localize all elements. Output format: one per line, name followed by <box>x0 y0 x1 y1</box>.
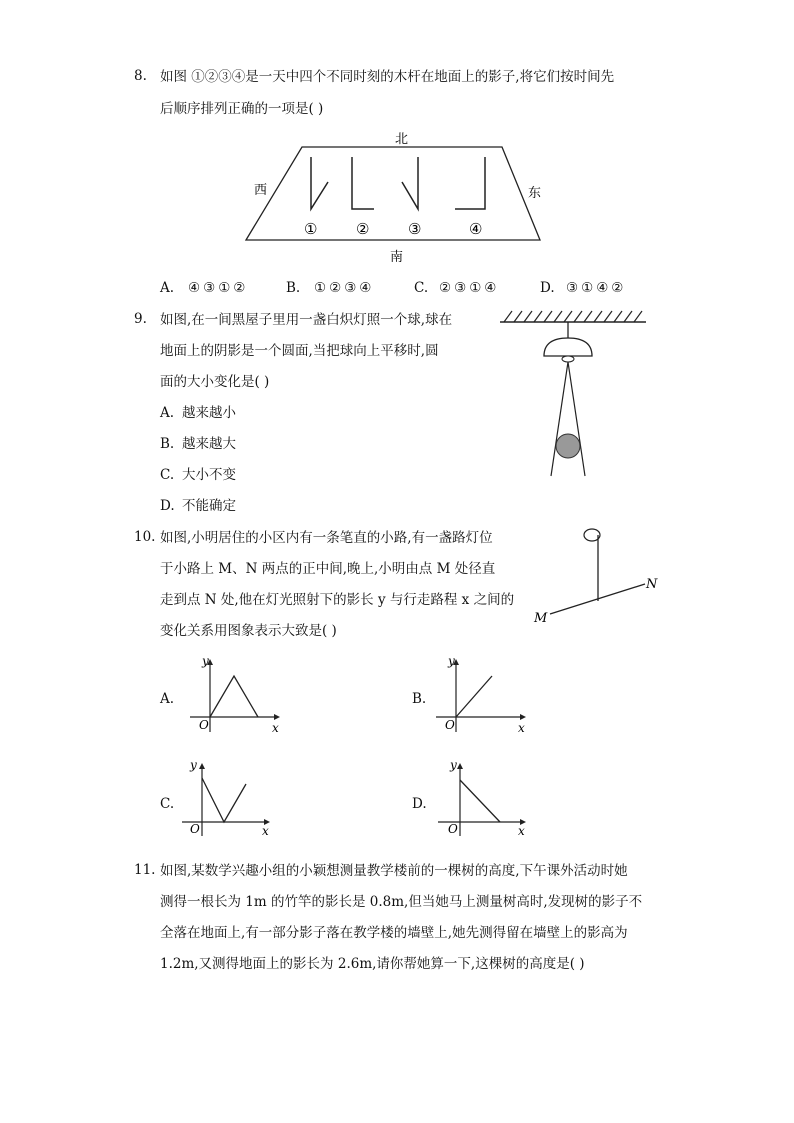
question-text-line: 走到点 N 处,他在灯光照射下的影长 y 与行走路程 x 之间的 <box>160 592 515 608</box>
shadow-label-3: ③ <box>408 220 422 238</box>
option-a-letter[interactable]: A. <box>160 691 175 707</box>
option-a-text[interactable]: ④③①② <box>188 280 249 296</box>
y-axis-label: y <box>190 758 197 772</box>
origin-label: O <box>448 822 458 836</box>
question-number: 11. <box>134 862 156 878</box>
x-axis-label: x <box>518 721 525 735</box>
street-lamp-figure <box>528 524 668 630</box>
graph-line <box>202 778 246 822</box>
y-axis-label: y <box>202 654 209 668</box>
option-d-letter[interactable]: D. <box>540 280 555 296</box>
origin-label: O <box>199 718 209 732</box>
option-c-letter[interactable]: C. <box>160 467 175 483</box>
question-text-line: 测得一根长为 1m 的竹竿的影长是 0.8m,但当她马上测量树高时,发现树的影子不 <box>160 894 643 910</box>
option-b-letter[interactable]: B. <box>412 691 427 707</box>
light-ray-right <box>568 362 585 476</box>
y-axis-arrow <box>457 763 463 769</box>
option-d-text[interactable]: ③①④② <box>566 280 627 296</box>
option-d-letter[interactable]: D. <box>412 796 427 812</box>
lamp-ball-figure <box>498 306 650 480</box>
question-text-line: 如图,某数学兴趣小组的小颖想测量教学楼前的一棵树的高度,下午课外活动时她 <box>160 863 628 879</box>
option-c-text[interactable]: ②③①④ <box>439 280 500 296</box>
shadow-label-2: ② <box>356 220 370 238</box>
point-n-label: N <box>646 577 658 592</box>
y-axis-arrow <box>199 763 205 769</box>
question-text-line: 后顺序排列正确的一项是( ) <box>160 101 324 117</box>
option-a-graph[interactable] <box>186 652 286 736</box>
option-a-text[interactable]: 越来越小 <box>182 405 236 421</box>
option-a-letter[interactable]: A. <box>160 280 175 296</box>
point-m-label: M <box>534 611 548 626</box>
east-label: 东 <box>528 186 542 201</box>
shadow-label-4: ④ <box>469 220 483 238</box>
question-text-line: 变化关系用图象表示大致是( ) <box>160 623 337 639</box>
question-text-line: 如图,在一间黑屋子里用一盏白炽灯照一个球,球在 <box>160 312 453 328</box>
origin-label: O <box>445 718 455 732</box>
option-d-graph[interactable] <box>436 756 536 840</box>
option-a-letter[interactable]: A. <box>160 405 175 421</box>
option-c-letter[interactable]: C. <box>160 796 175 812</box>
option-b-text[interactable]: 越来越大 <box>182 436 236 452</box>
question-number: 8. <box>134 68 147 84</box>
graph-line <box>460 780 500 822</box>
question-number: 9. <box>134 311 147 327</box>
lamp-shade <box>544 338 592 356</box>
west-label: 西 <box>254 183 268 198</box>
x-axis-arrow <box>274 714 280 720</box>
option-b-graph[interactable] <box>434 652 534 736</box>
option-b-text[interactable]: ①②③④ <box>314 280 375 296</box>
ceiling-hatching <box>504 311 642 322</box>
option-d-letter[interactable]: D. <box>160 498 175 514</box>
ball <box>556 434 580 458</box>
shadow-direction-figure <box>240 126 560 268</box>
y-axis-label: y <box>448 654 455 668</box>
y-axis-label: y <box>450 758 457 772</box>
south-label: 南 <box>390 250 404 265</box>
x-axis-label: x <box>272 721 279 735</box>
pole-shadow-4 <box>455 157 485 209</box>
question-text-line: 1.2m,又测得地面上的影长为 2.6m,请你帮她算一下,这棵树的高度是( ) <box>160 956 585 972</box>
option-d-text[interactable]: 不能确定 <box>182 498 236 514</box>
option-b-letter[interactable]: B. <box>286 280 301 296</box>
option-b-letter[interactable]: B. <box>160 436 175 452</box>
graph-line <box>210 676 258 717</box>
origin-label: O <box>190 822 200 836</box>
x-axis-arrow <box>520 714 526 720</box>
light-ray-left <box>551 362 568 476</box>
question-text-line: 面的大小变化是( ) <box>160 374 270 390</box>
shadow-label-1: ① <box>304 220 318 238</box>
north-label: 北 <box>395 132 409 147</box>
light-bulb <box>562 356 574 362</box>
x-axis-label: x <box>262 824 269 838</box>
pole-shadow-3 <box>402 157 418 209</box>
question-text-line: 如图,小明居住的小区内有一条笔直的小路,有一盏路灯位 <box>160 530 493 546</box>
pole-shadow-2 <box>352 157 374 209</box>
x-axis-label: x <box>518 824 525 838</box>
question-text-line: 如图 ①②③④是一天中四个不同时刻的木杆在地面上的影子,将它们按时间先 <box>160 69 615 85</box>
pole-shadow-1 <box>311 157 328 209</box>
option-c-text[interactable]: 大小不变 <box>182 467 236 483</box>
option-c-graph[interactable] <box>180 756 280 840</box>
graph-line <box>456 676 492 717</box>
question-text-line: 全落在地面上,有一部分影子落在教学楼的墙壁上,她先测得留在墙壁上的影高为 <box>160 925 628 941</box>
option-c-letter[interactable]: C. <box>414 280 429 296</box>
question-number: 10. <box>134 529 156 545</box>
question-text-line: 于小路上 M、N 两点的正中间,晚上,小明由点 M 处径直 <box>160 561 496 577</box>
question-text-line: 地面上的阴影是一个圆面,当把球向上平移时,圆 <box>160 343 439 359</box>
ground-trapezoid <box>246 147 540 240</box>
